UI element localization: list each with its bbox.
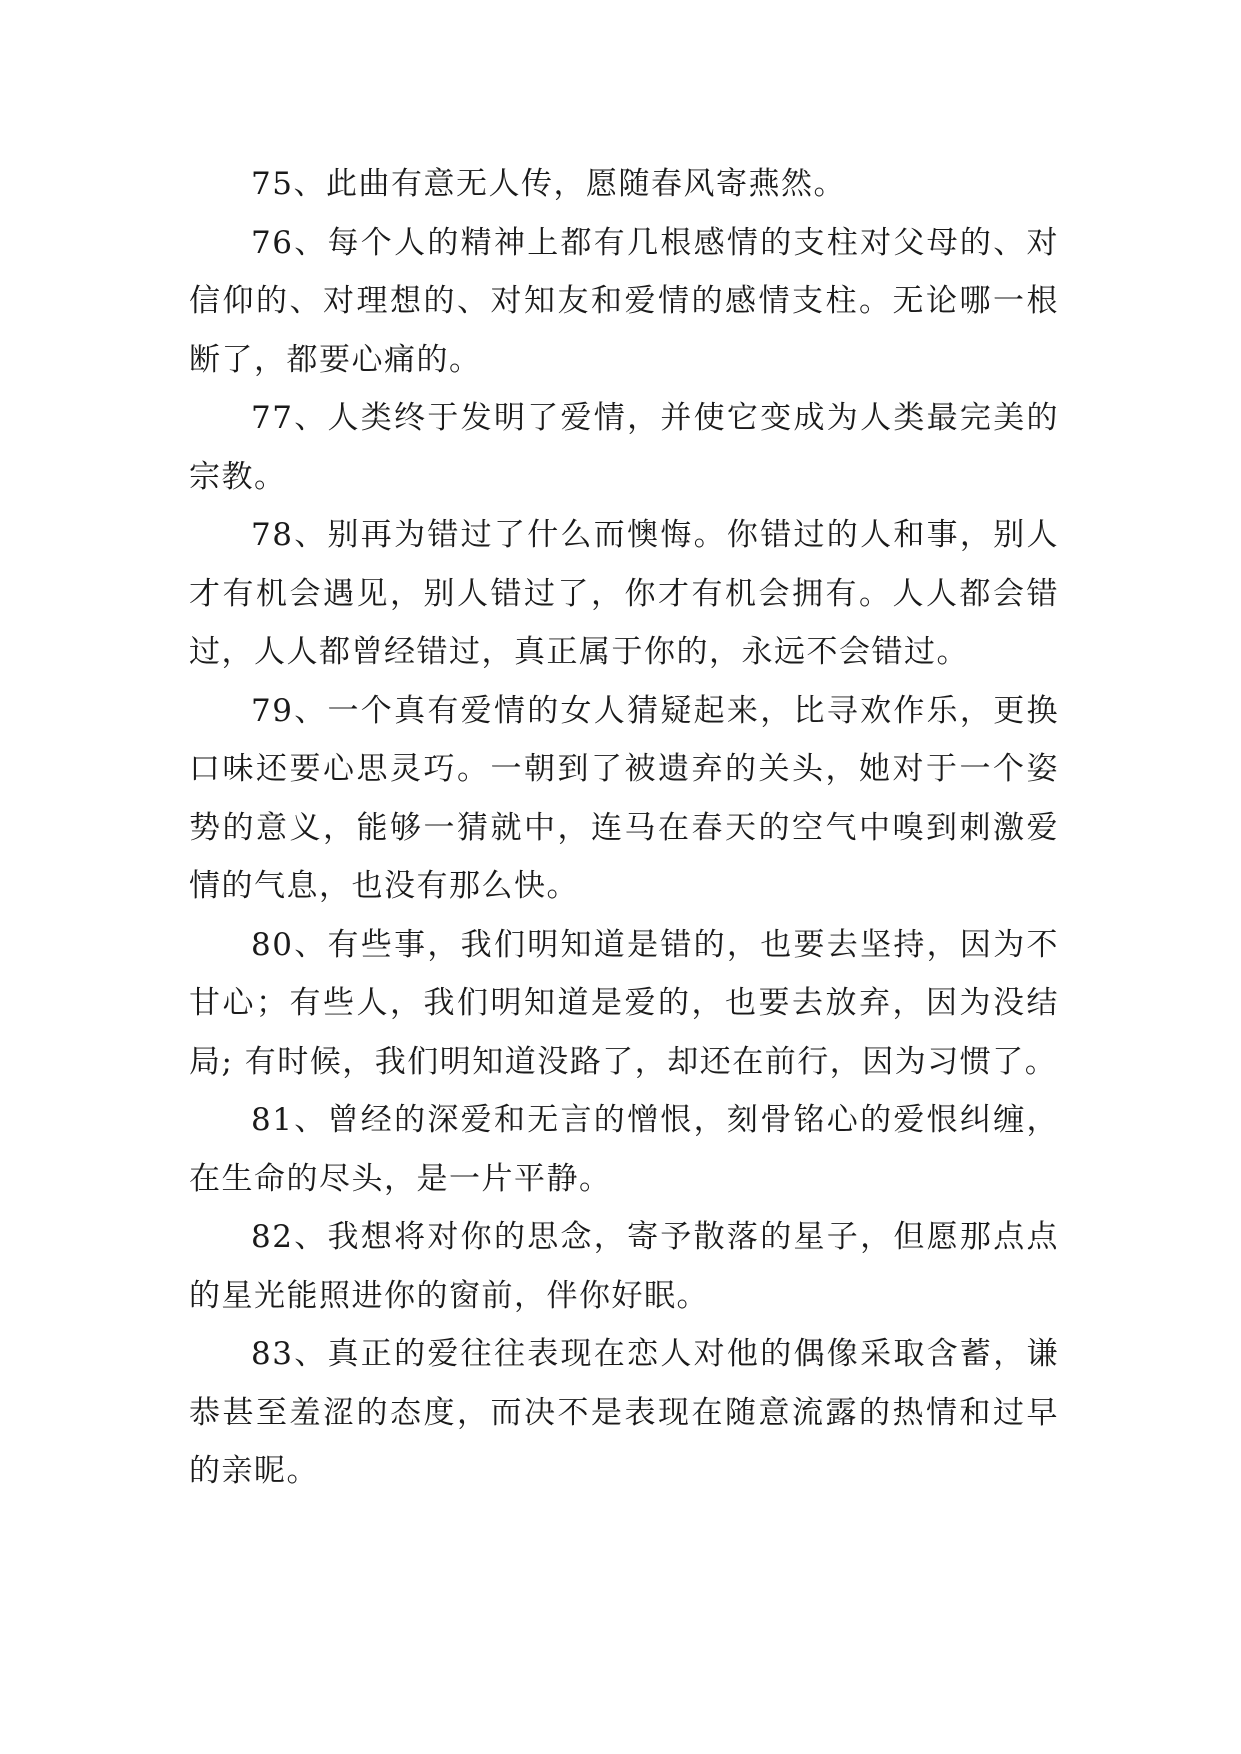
paragraph-78: 78、别再为错过了什么而懊悔。你错过的人和事，别人才有机会遇见，别人错过了，你才有机会拥有。人人都会错过，人人都曾经错过，真正属于你的，永远不会错过。	[189, 517, 1059, 670]
paragraph-83: 83、真正的爱往往表现在恋人对他的偶像采取含蓄，谦恭甚至羞涩的态度，而决不是表现在随意流露的热情和过早的亲昵。	[189, 1336, 1059, 1489]
document-body	[189, 155, 1059, 1501]
paragraph-75: 75、此曲有意无人传，愿随春风寄燕然。	[251, 166, 846, 202]
paragraph-76: 76、每个人的精神上都有几根感情的支柱对父母的、对信仰的、对理想的、对知友和爱情的感情支柱。无论哪一根断了，都要心痛的。	[189, 224, 1059, 378]
paragraph-77: 77、人类终于发明了爱情，并使它变成为人类最完美的宗教。	[189, 400, 1059, 495]
paragraph-80: 80、有些事，我们明知道是错的，也要去坚持，因为不甘心；有些人，我们明知道是爱的，也要去放弃，因为没结局; 有时候，我们明知道没路了，却还在前行，因为习惯了。	[189, 926, 1059, 1080]
paragraph-79: 79、一个真有爱情的女人猜疑起来，比寻欢作乐，更换口味还要心思灵巧。一朝到了被遗弃的关头，她对于一个姿势的意义，能够一猜就中，连马在春天的空气中嗅到刺激爱情的气息，也没有那么快。	[189, 692, 1059, 904]
paragraph-82: 82、我想将对你的思念，寄予散落的星子，但愿那点点的星光能照进你的窗前，伴你好眠。	[189, 1219, 1059, 1314]
paragraph-81: 81、曾经的深爱和无言的憎恨，刻骨铭心的爱恨纠缠，在生命的尽头，是一片平静。	[189, 1102, 1059, 1197]
